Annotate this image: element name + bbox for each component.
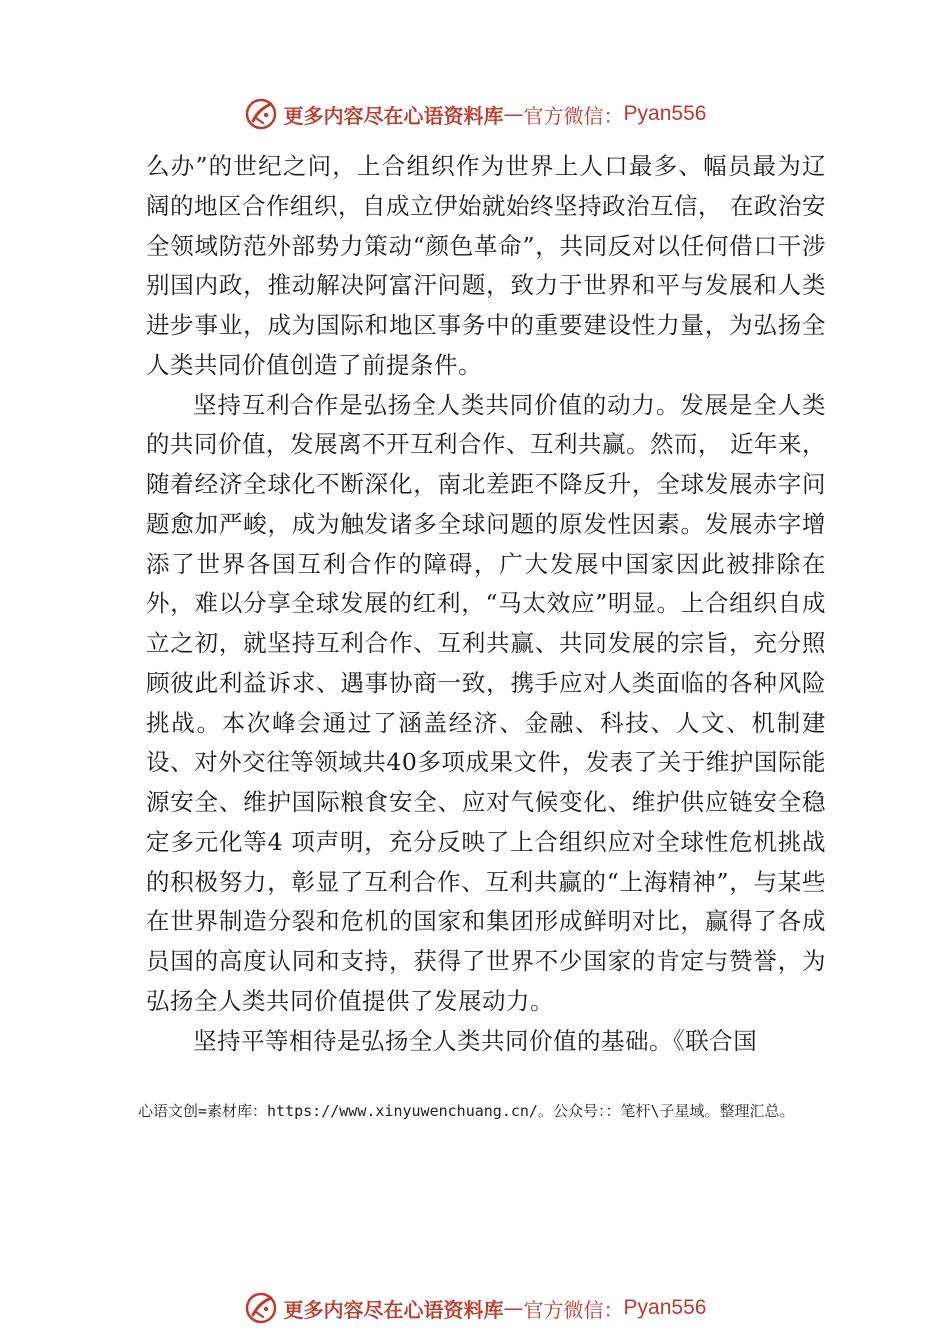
banner-wechat-id: Pyan556 xyxy=(623,1296,707,1319)
banner-title: 更多内容尽在心语资料库 xyxy=(283,103,504,128)
header-banner xyxy=(0,92,950,136)
banner-dash: — xyxy=(503,1296,524,1320)
document-body xyxy=(146,147,826,1061)
footer-source-note: 心语文创=素材库：https://www.xinyuwenchuang.cn/。公众号：：笔杆\子星域。整理汇总。 xyxy=(138,1102,795,1120)
banner-dash: — xyxy=(503,102,524,126)
brush-seal-icon xyxy=(244,97,278,131)
paragraph-3: 坚持平等相待是弘扬全人类共同价值的基础。《联合国 xyxy=(193,1026,758,1055)
banner-wechat-label: 官方微信： xyxy=(523,1297,624,1322)
banner-wechat-label: 官方微信： xyxy=(523,103,624,128)
paragraph-2: 坚持互利合作是弘扬全人类共同价值的动力。发展是全人类的共同价值，发展离不开互利合作、互利共赢。然而， 近年来，随着经济全球化不断深化，南北差距不降反升，全球发展赤字问题愈加严峻，成为触发诸多全球问题的原发性因素。发展赤字增添了世界各国互利合作的障碍，广大发展中国家因此被排除在外，难以分享全球发展的红利，“马太效应”明显。上合组织自成立之初，就坚持互利合作、互利共赢、共同发展的宗旨，充分照顾彼此利益诉求、遇事协商一致，携手应对人类面临的各种风险挑战。本次峰会通过了涵盖经济、金融、科技、人文、机制建设、对外交往等领域共40多项成果文件，发表了关于维护国际能源安全、维护国际粮食安全、应对气候变化、维护供应链安全稳定多元化等4 项声明，充分反映了上合组织应对全球性危机挑战的积极努力，彰显了互利合作、互利共赢的“上海精神”，与某些在世界制造分裂和危机的国家和集团形成鲜明对比，赢得了各成员国的高度认同和支持，获得了世界不少国家的肯定与赞誉，为弘扬全人类共同价值提供了发展动力。 xyxy=(146,390,826,1015)
banner-title: 更多内容尽在心语资料库 xyxy=(283,1297,504,1322)
banner-wechat-id: Pyan556 xyxy=(623,102,707,125)
paragraph-1: 么办”的世纪之问，上合组织作为世界上人口最多、幅员最为辽阔的地区合作组织，自成立伊始就始终坚持政治互信， 在政治安全领域防范外部势力策动“颜色革命”，共同反对以任何借口干涉别国内政，推动解决阿富汗问题，致力于世界和平与发展和人类进步事业，成为国际和地区事务中的重要建设性力量，为弘扬全人类共同价值创造了前提条件。 xyxy=(146,152,826,379)
footer-banner xyxy=(0,1286,950,1330)
brush-seal-icon xyxy=(244,1291,278,1325)
